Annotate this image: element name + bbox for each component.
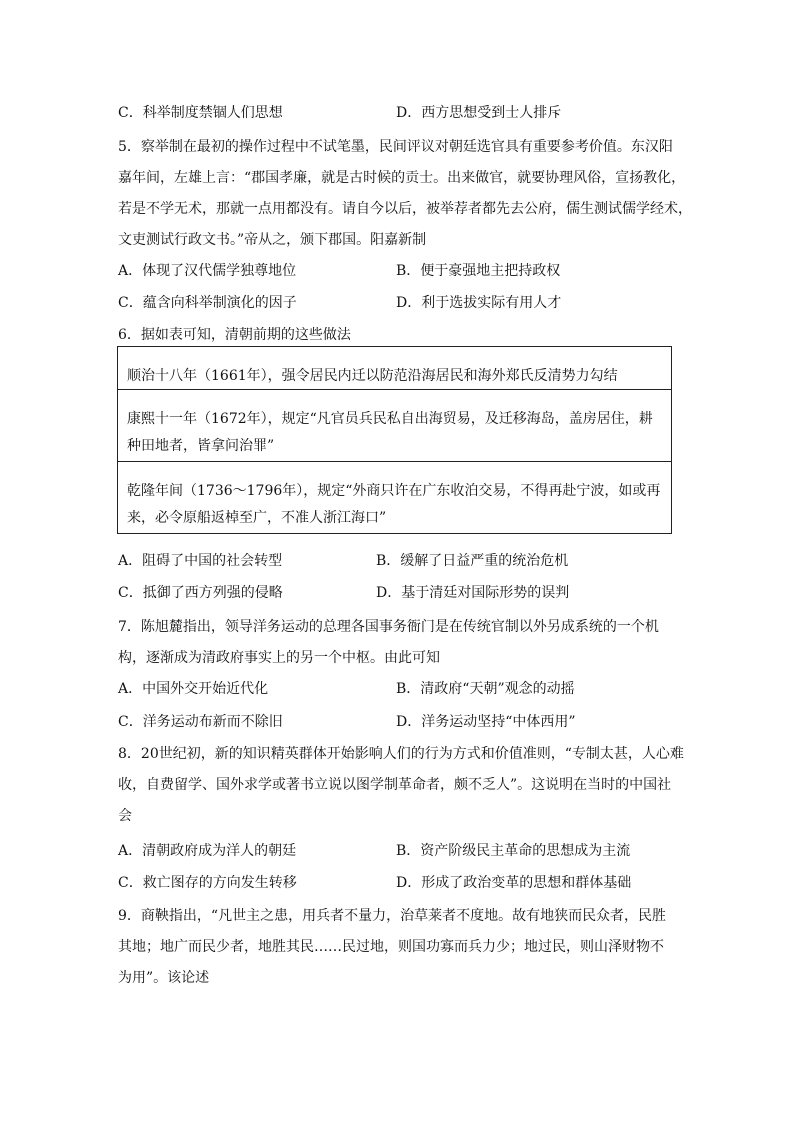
q6-option-a: A．阻碍了中国的社会转型 (118, 553, 283, 569)
q8-option-c: C．救亡图存的方向发生转移 (118, 875, 297, 891)
table-cell-line: 种田地者，皆拿问治罪” (127, 438, 275, 454)
q5-option-c: C．蕴含向科举制演化的因子 (118, 295, 297, 311)
q9-stem-line-3: 为用”。该论述 (118, 970, 210, 986)
q5-option-b: B．便于豪强地主把持政权 (396, 263, 561, 279)
table-row (118, 347, 671, 389)
q7-option-c: C．洋务运动布新而不除旧 (118, 714, 283, 730)
q4-option-d: D．西方思想受到士人排斥 (396, 105, 562, 121)
q4-option-c: C．科举制度禁锢人们思想 (118, 105, 283, 121)
q5-stem-line-4: 文吏测试行政文书。”帝从之，颁下郡国。阳嘉新制 (118, 232, 427, 248)
q6-option-d: D．基于清廷对国际形势的误判 (376, 585, 570, 601)
table-cell-line: 乾隆年间（1736～1796年），规定“外商只许在广东收泊交易，不得再赴宁波，如或再 (127, 483, 661, 499)
q5-stem-line-3: 若是不学无术，那就一点用都没有。请自今以后，被举荐者都先去公府，儒生测试儒学经术， (118, 201, 692, 217)
q9-stem-line-1: 9．商鞅指出，“凡世主之患，用兵者不量力，治草莱者不度地。故有地狭而民众者，民胜 (118, 908, 667, 924)
q8-stem-line-3: 会 (118, 808, 132, 824)
q8-option-a: A．清朝政府成为洋人的朝廷 (118, 843, 297, 859)
table-cell-line: 康熙十一年（1672年），规定“凡官员兵民私自出海贸易，及迁移海岛，盖房居住，耕 (127, 411, 653, 427)
q6-stem: 6．据如表可知，清朝前期的这些做法 (118, 327, 351, 343)
q7-option-a: A．中国外交开始近代化 (118, 681, 269, 697)
table-row (118, 461, 671, 534)
q9-stem-line-2: 其地；地广而民少者，地胜其民……民过地，则国功寡而兵力少；地过民，则山泽财物不 (118, 939, 664, 955)
q8-stem-line-2: 收，自费留学、国外求学或著书立说以图学制革命者，颇不乏人”。这说明在当时的中国社 (118, 777, 672, 793)
q7-option-d: D．洋务运动坚持“中体西用” (396, 714, 576, 730)
table-cell-line: 来，必令原船返棹至广，不准人浙江海口” (127, 510, 387, 526)
q5-stem-line-1: 5．察举制在最初的操作过程中不试笔墨，民间评议对朝廷选官具有重要参考价值。东汉阳 (118, 139, 673, 155)
q6-option-c: C．抵御了西方列强的侵略 (118, 585, 283, 601)
table-cell-line: 顺治十八年（1661年），强令居民内迁以防范沿海居民和海外郑氏反清势力勾结 (127, 368, 618, 384)
q7-stem-line-1: 7．陈旭麓指出，领导洋务运动的总理各国事务衙门是在传统官制以外另成系统的一个机 (118, 619, 659, 635)
q8-stem-line-1: 8．20世纪初，新的知识精英群体开始影响人们的行为方式和价值准则，“专制太甚，人心难 (118, 746, 684, 762)
q7-stem-line-2: 构，逐渐成为清政府事实上的另一个中枢。由此可知 (118, 650, 440, 666)
q8-option-d: D．形成了政治变革的思想和群体基础 (396, 875, 632, 891)
q7-option-b: B．清政府“天朝”观念的动摇 (396, 681, 575, 697)
q6-option-b: B．缓解了日益严重的统治危机 (376, 553, 569, 569)
q5-option-a: A．体现了汉代儒学独尊地位 (118, 263, 297, 279)
table-row (118, 389, 671, 462)
q6-table (117, 346, 672, 534)
q8-option-b: B．资产阶级民主革命的思想成为主流 (396, 843, 631, 859)
q5-option-d: D．利于选拔实际有用人才 (396, 295, 562, 311)
q5-stem-line-2: 嘉年间，左雄上言：“郡国孝廉，就是古时候的贡士。出来做官，就要协理风俗，宣扬教化， (118, 170, 686, 186)
